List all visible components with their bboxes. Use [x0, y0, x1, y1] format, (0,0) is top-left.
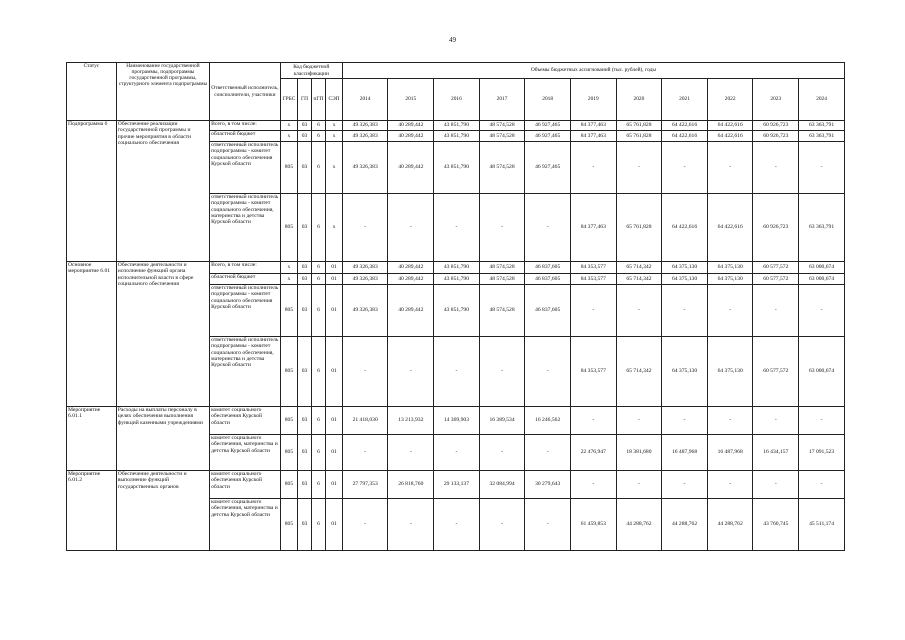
table-body [67, 121, 845, 551]
value-cell: 43 851,790 [434, 262, 480, 274]
value-cell: 48 574,528 [479, 274, 525, 285]
header-year: 2022 [707, 79, 753, 121]
code-cell: 805 [280, 337, 298, 407]
value-cell: 29 133,137 [434, 471, 480, 499]
value-cell: 64 375,130 [662, 262, 708, 274]
code-cell: 01 [326, 337, 343, 407]
value-cell: 40 289,442 [388, 262, 434, 274]
code-cell: 03 [298, 131, 311, 142]
header-status: Статус [67, 63, 117, 121]
value-cell: 48 574,528 [479, 131, 525, 142]
code-cell: 03 [298, 471, 311, 499]
code-cell: x [326, 142, 343, 194]
value-cell: - [662, 285, 708, 337]
value-cell: 49 326,383 [342, 285, 388, 337]
value-cell: 63 363,791 [799, 121, 845, 131]
code-cell: 03 [298, 262, 311, 274]
header-executor: Ответственный исполнитель, соисполнители, участники [210, 63, 281, 121]
value-cell: 64 375,130 [707, 337, 753, 407]
value-cell: 44 288,762 [662, 499, 708, 551]
value-cell: - [342, 435, 388, 471]
name-cell: Расходы на выплаты персоналу в целях обеспечения выполнения функций казенными учреждениями [116, 407, 209, 471]
code-cell: 805 [280, 285, 298, 337]
code-cell: 01 [326, 285, 343, 337]
header-year: 2024 [799, 79, 845, 121]
value-cell: 64 422,616 [707, 121, 753, 131]
value-cell: 46 927,465 [525, 121, 571, 131]
value-cell: - [525, 435, 571, 471]
code-cell: 03 [298, 407, 311, 435]
value-cell: 46 927,465 [525, 131, 571, 142]
value-cell: 16 389,534 [479, 407, 525, 435]
value-cell: 48 574,528 [479, 121, 525, 131]
value-cell: - [753, 142, 799, 194]
code-cell: 6 [311, 262, 326, 274]
value-cell: 18 381,680 [616, 435, 662, 471]
value-cell: 64 422,616 [707, 131, 753, 142]
value-cell: - [707, 471, 753, 499]
status-cell: Мероприятие 6.01.2 [67, 471, 117, 551]
status-cell: Мероприятие 6.01.1 [67, 407, 117, 471]
value-cell: - [388, 499, 434, 551]
value-cell: 65 761,828 [616, 121, 662, 131]
code-cell: 03 [298, 274, 311, 285]
executor-cell: ответственный исполнитель подпрограммы - комитет социального обеспечения, материнства и детства Курской области [210, 194, 281, 262]
value-cell: - [662, 142, 708, 194]
table-row [67, 471, 845, 499]
value-cell: - [525, 499, 571, 551]
value-cell: 48 574,528 [479, 262, 525, 274]
value-cell: 49 326,383 [342, 142, 388, 194]
value-cell: 84 353,577 [570, 274, 616, 285]
value-cell: 13 213,932 [388, 407, 434, 435]
code-cell: 03 [298, 435, 311, 471]
value-cell: 49 326,383 [342, 262, 388, 274]
value-cell: 63 363,791 [799, 131, 845, 142]
code-cell: 6 [311, 471, 326, 499]
value-cell: - [753, 285, 799, 337]
code-cell: 03 [298, 194, 311, 262]
value-cell: - [616, 471, 662, 499]
value-cell: 64 422,616 [662, 194, 708, 262]
value-cell: - [799, 285, 845, 337]
value-cell: 43 851,790 [434, 142, 480, 194]
value-cell: 63 000,674 [799, 262, 845, 274]
value-cell: 16 434,157 [753, 435, 799, 471]
value-cell: 43 851,790 [434, 285, 480, 337]
value-cell: - [616, 285, 662, 337]
name-cell: Обеспечение реализации государственной программы и прочие мероприятия в области социального обеспечения [116, 121, 209, 262]
code-cell: x [280, 274, 298, 285]
value-cell: 64 422,616 [662, 131, 708, 142]
header-year: 2014 [342, 79, 388, 121]
table-row [67, 121, 845, 131]
value-cell: - [388, 337, 434, 407]
value-cell: 48 574,528 [479, 285, 525, 337]
header-budget-code: Код бюджетной классификации [280, 63, 342, 79]
value-cell: 16 487,968 [662, 435, 708, 471]
table-header [67, 63, 845, 121]
value-cell: 60 926,723 [753, 194, 799, 262]
value-cell: 44 288,762 [616, 499, 662, 551]
value-cell: - [662, 407, 708, 435]
header-code-col: пГП [311, 79, 326, 121]
value-cell: 60 926,723 [753, 131, 799, 142]
header-code-col: ГРБС [280, 79, 298, 121]
executor-cell: Всего, в том числе: [210, 262, 281, 274]
code-cell: 6 [311, 285, 326, 337]
value-cell: - [434, 337, 480, 407]
value-cell: 46 837,605 [525, 274, 571, 285]
value-cell: - [799, 142, 845, 194]
value-cell: 64 375,130 [707, 274, 753, 285]
code-cell: 6 [311, 194, 326, 262]
header-year: 2023 [753, 79, 799, 121]
value-cell: - [753, 471, 799, 499]
value-cell: - [479, 499, 525, 551]
value-cell: - [479, 435, 525, 471]
value-cell: 44 288,762 [707, 499, 753, 551]
value-cell: 49 326,383 [342, 131, 388, 142]
value-cell: - [434, 435, 480, 471]
value-cell: - [525, 337, 571, 407]
executor-cell: Всего, в том числе: [210, 121, 281, 131]
value-cell: 63 363,791 [799, 194, 845, 262]
header-code-col: ГП [298, 79, 311, 121]
value-cell: 64 375,130 [707, 262, 753, 274]
value-cell: - [570, 142, 616, 194]
value-cell: 40 289,442 [388, 274, 434, 285]
value-cell: 27 797,353 [342, 471, 388, 499]
value-cell: - [570, 285, 616, 337]
value-cell: 49 326,383 [342, 121, 388, 131]
code-cell: x [280, 131, 298, 142]
value-cell: 65 761,828 [616, 131, 662, 142]
executor-cell: комитет социального обеспечения, материнства и детства Курской области [210, 499, 281, 551]
code-cell: x [280, 262, 298, 274]
executor-cell: ответственный исполнитель подпрограммы - комитет социального обеспечения, материнства и детства Курской области [210, 337, 281, 407]
code-cell: 6 [311, 435, 326, 471]
code-cell: 805 [280, 471, 298, 499]
value-cell: 46 837,605 [525, 262, 571, 274]
value-cell: - [616, 142, 662, 194]
name-cell: Обеспечение деятельности и выполнение функций государственных органов [116, 471, 209, 551]
code-cell: 6 [311, 142, 326, 194]
value-cell: 48 574,528 [479, 142, 525, 194]
value-cell: 84 353,577 [570, 337, 616, 407]
value-cell: 43 760,745 [753, 499, 799, 551]
value-cell: 22 476,947 [570, 435, 616, 471]
header-volumes: Объемы бюджетных ассигнований (тыс. рублей), годы [342, 63, 844, 79]
value-cell: - [570, 407, 616, 435]
code-cell: x [326, 131, 343, 142]
code-cell: 6 [311, 121, 326, 131]
value-cell: - [525, 194, 571, 262]
name-cell: Обеспечение деятельности и исполнение функций органа исполнительной власти в сфере социального обеспечения [116, 262, 209, 407]
executor-cell: комитет социального обеспечения Курской области [210, 471, 281, 499]
value-cell: 40 289,442 [388, 131, 434, 142]
value-cell: - [479, 194, 525, 262]
code-cell: 805 [280, 407, 298, 435]
code-cell: 01 [326, 407, 343, 435]
code-cell: 6 [311, 499, 326, 551]
value-cell: 84 353,577 [570, 262, 616, 274]
value-cell: 84 377,463 [570, 131, 616, 142]
value-cell: 14 369,903 [434, 407, 480, 435]
code-cell: 805 [280, 194, 298, 262]
code-cell: 805 [280, 499, 298, 551]
value-cell: 60 926,723 [753, 121, 799, 131]
value-cell: - [570, 471, 616, 499]
value-cell: 46 927,465 [525, 142, 571, 194]
value-cell: 84 377,463 [570, 194, 616, 262]
header-year: 2020 [616, 79, 662, 121]
value-cell: - [342, 499, 388, 551]
header-year: 2015 [388, 79, 434, 121]
code-cell: 03 [298, 285, 311, 337]
value-cell: 60 577,572 [753, 274, 799, 285]
header-year: 2017 [479, 79, 525, 121]
value-cell: 16 246,562 [525, 407, 571, 435]
header-name: Наименование государственной программы, подпрограммы государственной программы, структурного элемента подпрограммы [116, 63, 209, 121]
value-cell: 65 761,828 [616, 194, 662, 262]
page-number: 49 [449, 36, 456, 44]
code-cell: 805 [280, 142, 298, 194]
value-cell: 63 000,674 [799, 337, 845, 407]
value-cell: - [662, 471, 708, 499]
header-year: 2019 [570, 79, 616, 121]
value-cell: 43 851,790 [434, 131, 480, 142]
value-cell: 40 289,442 [388, 121, 434, 131]
value-cell: 64 375,130 [662, 274, 708, 285]
value-cell: - [434, 194, 480, 262]
value-cell: 64 422,616 [707, 194, 753, 262]
code-cell: 03 [298, 142, 311, 194]
table-row [67, 407, 845, 435]
executor-cell: комитет социального обеспечения Курской области [210, 407, 281, 435]
header-year: 2021 [662, 79, 708, 121]
code-cell: x [326, 121, 343, 131]
value-cell: 60 577,572 [753, 337, 799, 407]
code-cell: 6 [311, 274, 326, 285]
code-cell: 6 [311, 407, 326, 435]
code-cell: 01 [326, 435, 343, 471]
value-cell: 32 084,994 [479, 471, 525, 499]
value-cell: 63 000,674 [799, 274, 845, 285]
executor-cell: ответственный исполнитель подпрограммы - комитет социального обеспечения Курской области [210, 142, 281, 194]
code-cell: 03 [298, 499, 311, 551]
value-cell: 65 714,342 [616, 262, 662, 274]
status-cell: Основное мероприятие 6.01 [67, 262, 117, 407]
value-cell: 65 714,342 [616, 337, 662, 407]
table-row [67, 262, 845, 274]
value-cell: 64 422,616 [662, 121, 708, 131]
value-cell: - [616, 407, 662, 435]
value-cell: 60 577,572 [753, 262, 799, 274]
executor-cell: областной бюджет [210, 131, 281, 142]
code-cell: x [326, 194, 343, 262]
code-cell: 03 [298, 337, 311, 407]
header-code-col: СЭП [326, 79, 343, 121]
value-cell: - [388, 194, 434, 262]
header-year: 2016 [434, 79, 480, 121]
executor-cell: комитет социального обеспечения, материнства и детства Курской области [210, 435, 281, 471]
executor-cell: областной бюджет [210, 274, 281, 285]
value-cell: - [707, 285, 753, 337]
value-cell: 43 851,790 [434, 121, 480, 131]
code-cell: 03 [298, 121, 311, 131]
code-cell: 6 [311, 131, 326, 142]
code-cell: 6 [311, 337, 326, 407]
value-cell: - [342, 194, 388, 262]
value-cell: 17 091,523 [799, 435, 845, 471]
code-cell: x [280, 121, 298, 131]
code-cell: 805 [280, 435, 298, 471]
value-cell: - [799, 471, 845, 499]
value-cell: 16 487,968 [707, 435, 753, 471]
value-cell: - [479, 337, 525, 407]
value-cell: 30 279,643 [525, 471, 571, 499]
value-cell: 64 375,130 [662, 337, 708, 407]
value-cell: 40 289,442 [388, 142, 434, 194]
value-cell: 84 377,463 [570, 121, 616, 131]
value-cell: 26 818,760 [388, 471, 434, 499]
value-cell: 65 714,342 [616, 274, 662, 285]
value-cell: 45 511,174 [799, 499, 845, 551]
status-cell: Подпрограмма 6 [67, 121, 117, 262]
value-cell: 46 837,605 [525, 285, 571, 337]
code-cell: 01 [326, 262, 343, 274]
value-cell: 61 459,853 [570, 499, 616, 551]
executor-cell: ответственный исполнитель подпрограммы - комитет социального обеспечения Курской области [210, 285, 281, 337]
code-cell: 01 [326, 274, 343, 285]
code-cell: 01 [326, 471, 343, 499]
value-cell: - [799, 407, 845, 435]
value-cell: 43 851,790 [434, 274, 480, 285]
value-cell: 21 418,030 [342, 407, 388, 435]
value-cell: - [342, 337, 388, 407]
header-year: 2018 [525, 79, 571, 121]
code-cell: 01 [326, 499, 343, 551]
value-cell: - [753, 407, 799, 435]
value-cell: 49 326,383 [342, 274, 388, 285]
budget-table [66, 62, 845, 551]
value-cell: - [707, 142, 753, 194]
value-cell: - [388, 435, 434, 471]
value-cell: - [434, 499, 480, 551]
value-cell: - [707, 407, 753, 435]
value-cell: 40 289,442 [388, 285, 434, 337]
